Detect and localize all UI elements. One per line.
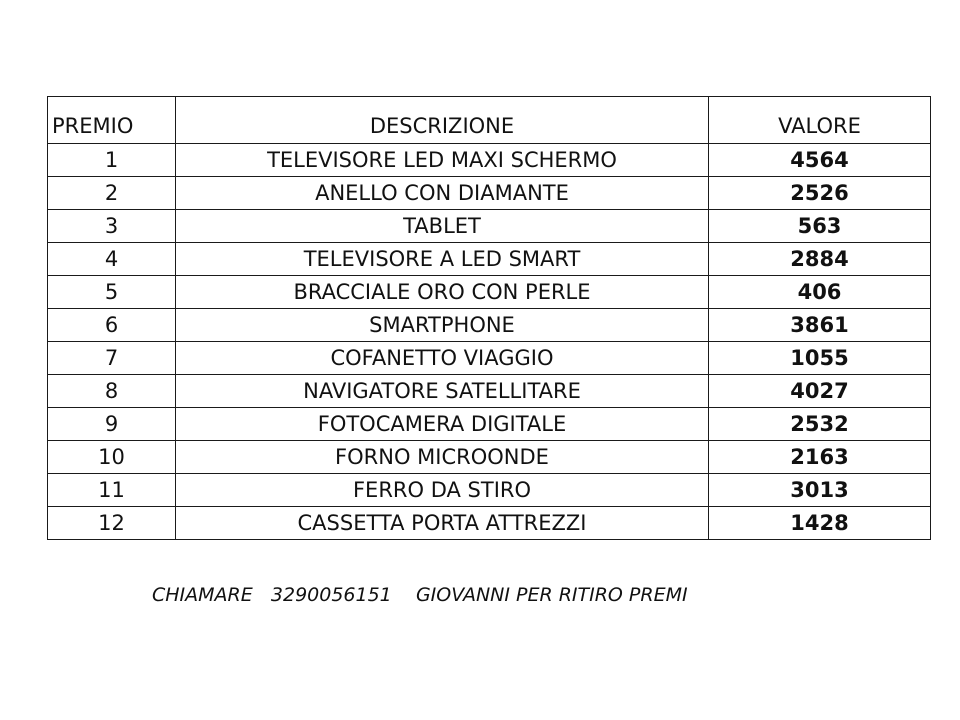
table-row [48,243,931,276]
premio-cell: 12 [48,507,176,540]
valore-cell: 1055 [709,342,931,375]
table-row [48,441,931,474]
descrizione-cell: BRACCIALE ORO CON PERLE [176,276,709,309]
table-row [48,342,931,375]
pickup-note [152,584,688,606]
descrizione-cell: FORNO MICROONDE [176,441,709,474]
descrizione-cell: TABLET [176,210,709,243]
header-descrizione: DESCRIZIONE [176,97,709,144]
descrizione-cell: ANELLO CON DIAMANTE [176,177,709,210]
descrizione-cell: COFANETTO VIAGGIO [176,342,709,375]
table-row [48,309,931,342]
valore-cell: 2163 [709,441,931,474]
header-premio: PREMIO [48,97,176,144]
valore-cell: 3861 [709,309,931,342]
header-row [48,97,931,144]
table-row [48,144,931,177]
valore-cell: 563 [709,210,931,243]
table-row [48,210,931,243]
valore-cell: 1428 [709,507,931,540]
contact-text: GIOVANNI PER RITIRO PREMI [415,584,688,606]
premio-cell: 2 [48,177,176,210]
valore-cell: 406 [709,276,931,309]
table-row [48,375,931,408]
premio-cell: 9 [48,408,176,441]
premio-cell: 7 [48,342,176,375]
header-valore: VALORE [709,97,931,144]
descrizione-cell: NAVIGATORE SATELLITARE [176,375,709,408]
phone-number: 3290056151 [270,584,392,606]
valore-cell: 3013 [709,474,931,507]
premio-cell: 5 [48,276,176,309]
premio-cell: 3 [48,210,176,243]
premio-cell: 11 [48,474,176,507]
descrizione-cell: FERRO DA STIRO [176,474,709,507]
descrizione-cell: CASSETTA PORTA ATTREZZI [176,507,709,540]
table-row [48,276,931,309]
descrizione-cell: FOTOCAMERA DIGITALE [176,408,709,441]
premio-cell: 4 [48,243,176,276]
premio-cell: 10 [48,441,176,474]
descrizione-cell: TELEVISORE A LED SMART [176,243,709,276]
table-body [48,144,931,540]
table-header [48,97,931,144]
premio-cell: 8 [48,375,176,408]
table-row [48,408,931,441]
premio-cell: 6 [48,309,176,342]
table-row [48,507,931,540]
descrizione-cell: TELEVISORE LED MAXI SCHERMO [176,144,709,177]
valore-cell: 4564 [709,144,931,177]
valore-cell: 4027 [709,375,931,408]
valore-cell: 2884 [709,243,931,276]
premio-cell: 1 [48,144,176,177]
valore-cell: 2526 [709,177,931,210]
prize-table [47,96,931,540]
table-row [48,177,931,210]
table-row [48,474,931,507]
descrizione-cell: SMARTPHONE [176,309,709,342]
valore-cell: 2532 [709,408,931,441]
call-label: CHIAMARE [152,584,253,606]
